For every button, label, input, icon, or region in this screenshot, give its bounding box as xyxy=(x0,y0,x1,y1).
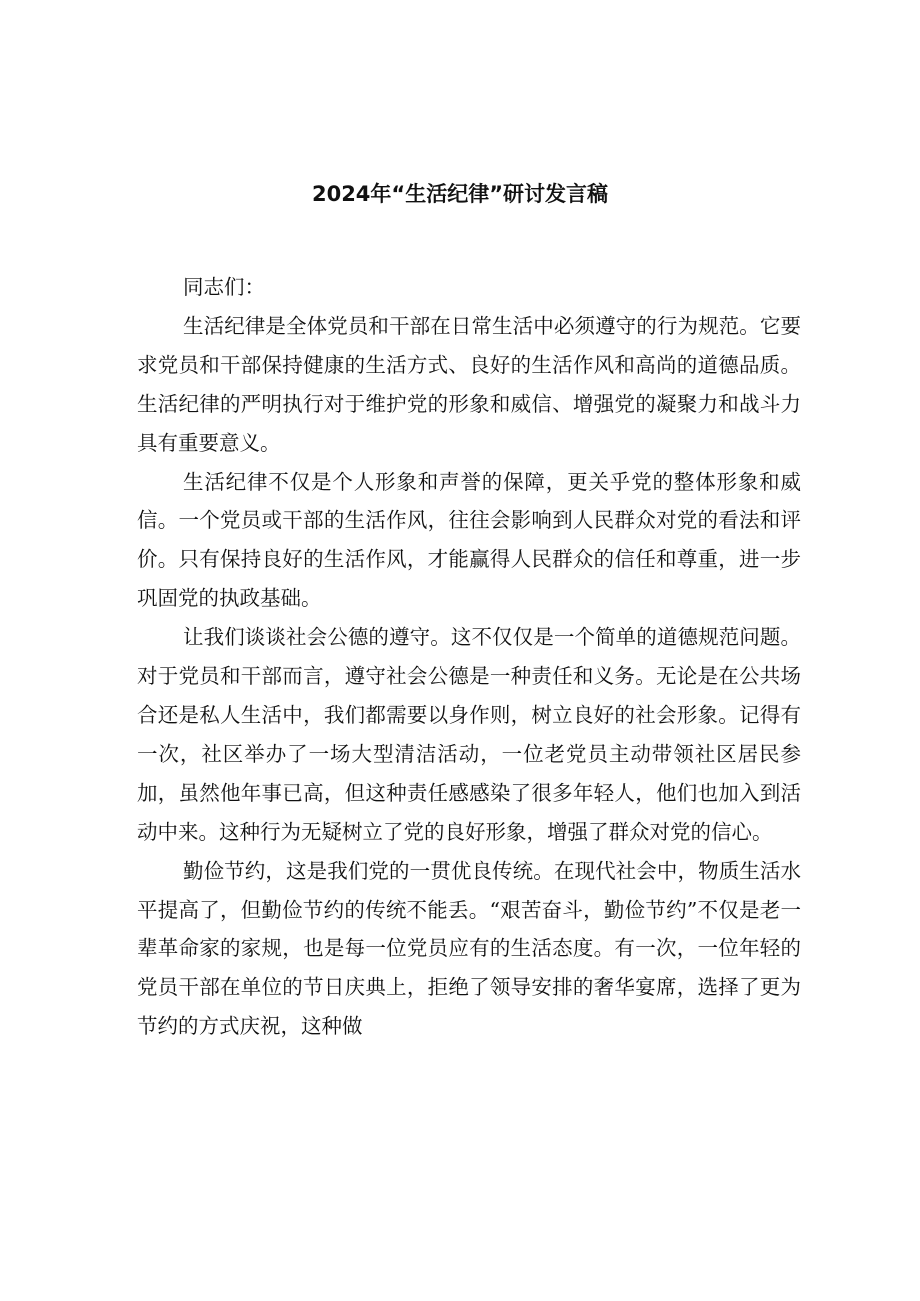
paragraph-4: 勤俭节约，这是我们党的一贯优良传统。在现代社会中，物质生活水平提高了，但勤俭节约的传统不能丢。“艰苦奋斗，勤俭节约”不仅是老一辈革命家的家规，也是每一位党员应有的生活态度。有一次，一位年轻的党员干部在单位的节日庆典上，拒绝了领导安排的奢华宴席，选择了更为节约的方式庆祝，这种做 xyxy=(137,858,801,1039)
salutation: 同志们： xyxy=(183,275,265,299)
paragraph-2: 生活纪律不仅是个人形象和声誉的保障，更关乎党的整体形象和威信。一个党员或干部的生活作风，往往会影响到人民群众对党的看法和评价。只有保持良好的生活作风，才能赢得人民群众的信任和尊重，进一步巩固党的执政基础。 xyxy=(137,469,801,611)
document-body xyxy=(137,268,801,1046)
paragraph-3: 让我们谈谈社会公德的遵守。这不仅仅是一个简单的道德规范问题。对于党员和干部而言，遵守社会公德是一种责任和义务。无论是在公共场合还是私人生活中，我们都需要以身作则，树立良好的社会形象。记得有一次，社区举办了一场大型清洁活动，一位老党员主动带领社区居民参加，虽然他年事已高，但这种责任感感染了很多年轻人，他们也加入到活动中来。这种行为无疑树立了党的良好形象，增强了群众对党的信心。 xyxy=(137,625,801,844)
paragraph-1: 生活纪律是全体党员和干部在日常生活中必须遵守的行为规范。它要求党员和干部保持健康的生活方式、良好的生活作风和高尚的道德品质。生活纪律的严明执行对于维护党的形象和威信、增强党的凝聚力和战斗力具有重要意义。 xyxy=(137,313,801,455)
document-title: 2024年“生活纪律”研讨发言稿 xyxy=(311,182,609,206)
